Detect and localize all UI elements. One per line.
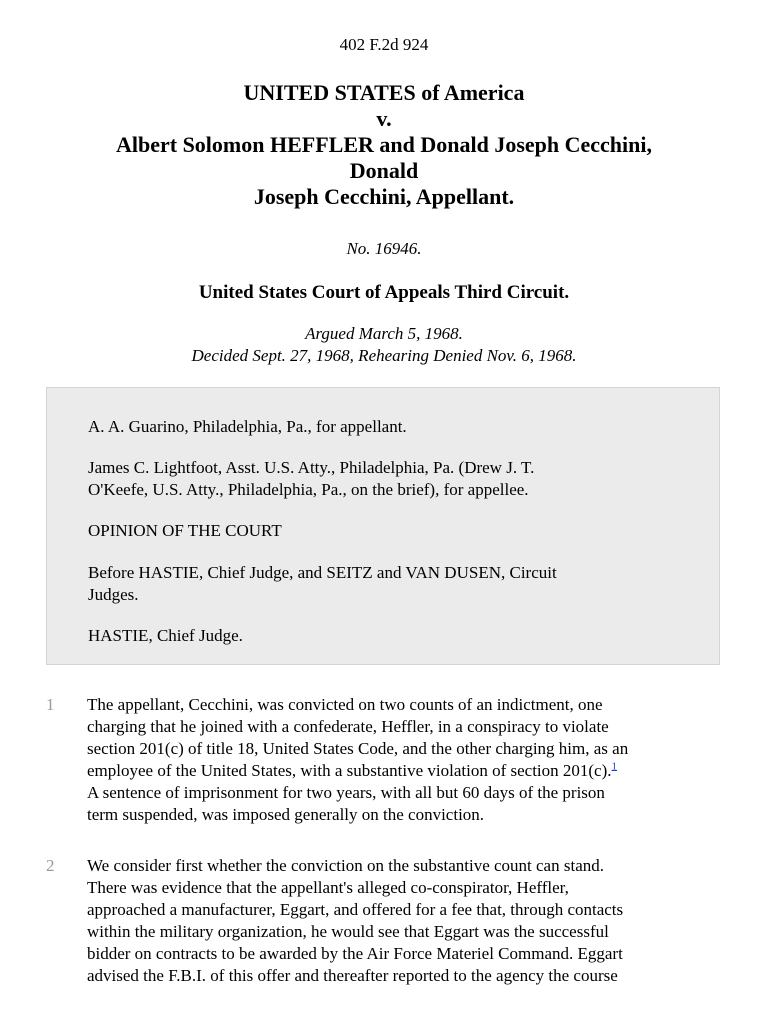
paragraph-line: approached a manufacturer, Eggart, and offered for a fee that, through contacts (87, 900, 624, 919)
paragraph-line: A sentence of imprisonment for two years, with all but 60 days of the prison (87, 783, 605, 802)
case-title (60, 80, 708, 210)
appellee-counsel-line: O'Keefe, U.S. Atty., Philadelphia, Pa., on the brief), for appellee. (88, 480, 529, 499)
paragraph-line: bidder on contracts to be awarded by the Air Force Materiel Command. Eggart (87, 944, 623, 963)
paragraph-line: within the military organization, he would see that Eggart was the successful (87, 922, 609, 941)
paragraph-line: advised the F.B.I. of this offer and thereafter reported to the agency the course (87, 966, 618, 985)
opinion-heading: OPINION OF THE COURT (88, 521, 282, 540)
docket-number: No. 16946. (346, 239, 422, 258)
counsel-panel (46, 387, 720, 665)
case-title-line: Donald (349, 158, 419, 183)
argued-date: Argued March 5, 1968. (305, 324, 463, 343)
decided-date: Decided Sept. 27, 1968, Rehearing Denied Nov. 6, 1968. (191, 346, 577, 365)
paragraph-text (87, 855, 727, 987)
case-title-line: Albert Solomon HEFFLER and Donald Joseph Cecchini, (115, 132, 652, 157)
case-title-line: UNITED STATES of America (243, 80, 525, 105)
appellee-counsel-line: James C. Lightfoot, Asst. U.S. Atty., Philadelphia, Pa. (Drew J. T. (88, 458, 535, 477)
case-title-line: v. (376, 106, 392, 131)
bench-panel (88, 562, 688, 606)
paragraph-text (87, 694, 727, 826)
paragraph-line: There was evidence that the appellant's alleged co-conspirator, Heffler, (87, 878, 569, 897)
court-name: United States Court of Appeals Third Circuit. (198, 282, 570, 303)
appellee-counsel (88, 457, 688, 501)
case-citation: 402 F.2d 924 (339, 35, 429, 54)
paragraph-number: 1 (46, 695, 55, 714)
appellant-counsel: A. A. Guarino, Philadelphia, Pa., for appellant. (88, 417, 407, 436)
paragraph-number: 2 (46, 856, 55, 875)
paragraph-line: charging that he joined with a confederate, Heffler, in a conspiracy to violate (87, 717, 609, 736)
paragraph-line: term suspended, was imposed generally on the conviction. (87, 805, 485, 824)
case-dates (0, 323, 768, 367)
paragraph-line: The appellant, Cecchini, was convicted on two counts of an indictment, one (87, 695, 603, 714)
paragraph-line: We consider first whether the conviction on the substantive count can stand. (87, 856, 604, 875)
bench-line: Before HASTIE, Chief Judge, and SEITZ and VAN DUSEN, Circuit (88, 563, 557, 582)
footnote-link[interactable]: 1 (611, 760, 618, 773)
paragraph-line: section 201(c) of title 18, United States Code, and the other charging him, as an (87, 739, 629, 758)
opinion-author: HASTIE, Chief Judge. (88, 626, 243, 645)
bench-line: Judges. (88, 585, 139, 604)
paragraph-line: employee of the United States, with a substantive violation of section 201(c). (87, 761, 612, 780)
case-title-line: Joseph Cecchini, Appellant. (253, 184, 515, 209)
